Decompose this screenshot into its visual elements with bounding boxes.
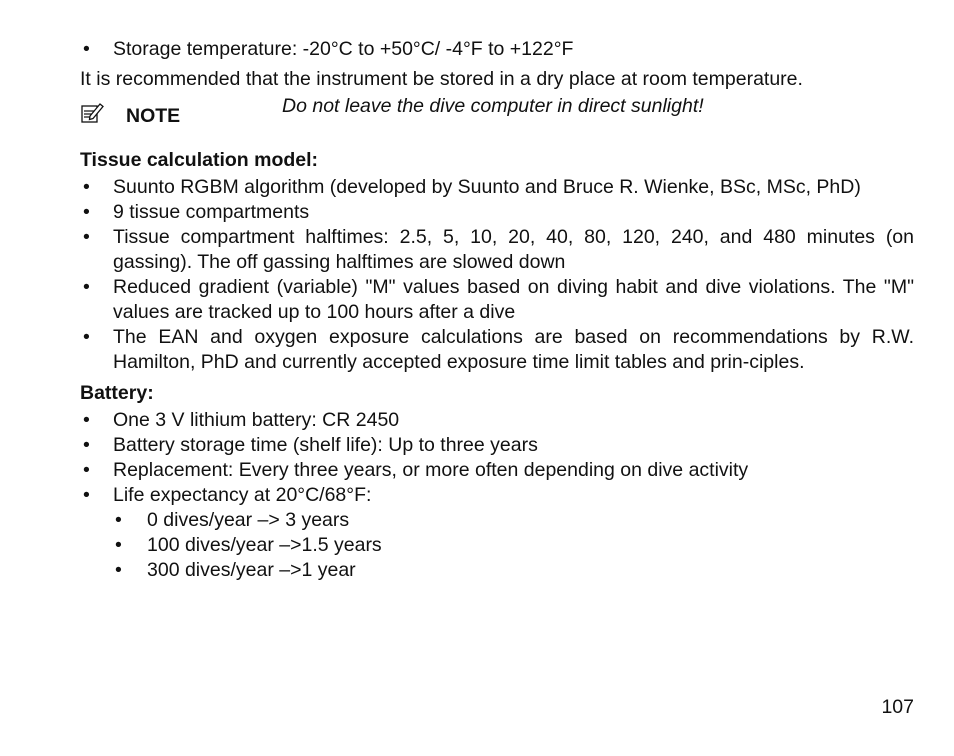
tissue-heading: Tissue calculation model: [80,149,319,171]
list-item: • The EAN and oxygen exposure calculations are based on recommendations by R.W. Hamilton, PhD and currently accepted exposure time limit tables and prin-ciples. [80,325,914,375]
battery-heading: Battery: [80,382,154,404]
list-item: • Suunto RGBM algorithm (developed by Suunto and Bruce R. Wienke, BSc, MSc, PhD) [80,175,914,200]
note-text: Do not leave the dive computer in direct sunlight! [282,95,704,117]
list-item: • Tissue compartment halftimes: 2.5, 5, 10, 20, 40, 80, 120, 240, and 480 minutes (on gassing). The off gassing halftimes are slowed down [80,225,914,275]
page-number: 107 [881,696,914,718]
note-box [80,94,914,142]
sub-list-item: • 100 dives/year –>1.5 years [80,533,914,558]
sub-list-item: • 300 dives/year –>1 year [80,558,914,583]
sub-list-item: • 0 dives/year –> 3 years [80,508,914,533]
list-item: • Battery storage time (shelf life): Up to three years [80,433,914,458]
storage-temperature-item: • Storage temperature: -20°C to +50°C/ -4°F to +122°F [80,37,914,62]
note-pencil-icon [80,102,104,126]
list-item: • Reduced gradient (variable) "M" values based on diving habit and dive violations. The "M" values are tracked up to 100 hours after a dive [80,275,914,325]
list-item: • One 3 V lithium battery: CR 2450 [80,408,914,433]
list-item: • Replacement: Every three years, or more often depending on dive activity [80,458,914,483]
storage-recommendation: It is recommended that the instrument be stored in a dry place at room temperature. [80,68,803,90]
document-page [80,37,914,583]
list-item: • Life expectancy at 20°C/68°F: [80,483,914,508]
list-item: • 9 tissue compartments [80,200,914,225]
note-label: NOTE [126,105,181,127]
